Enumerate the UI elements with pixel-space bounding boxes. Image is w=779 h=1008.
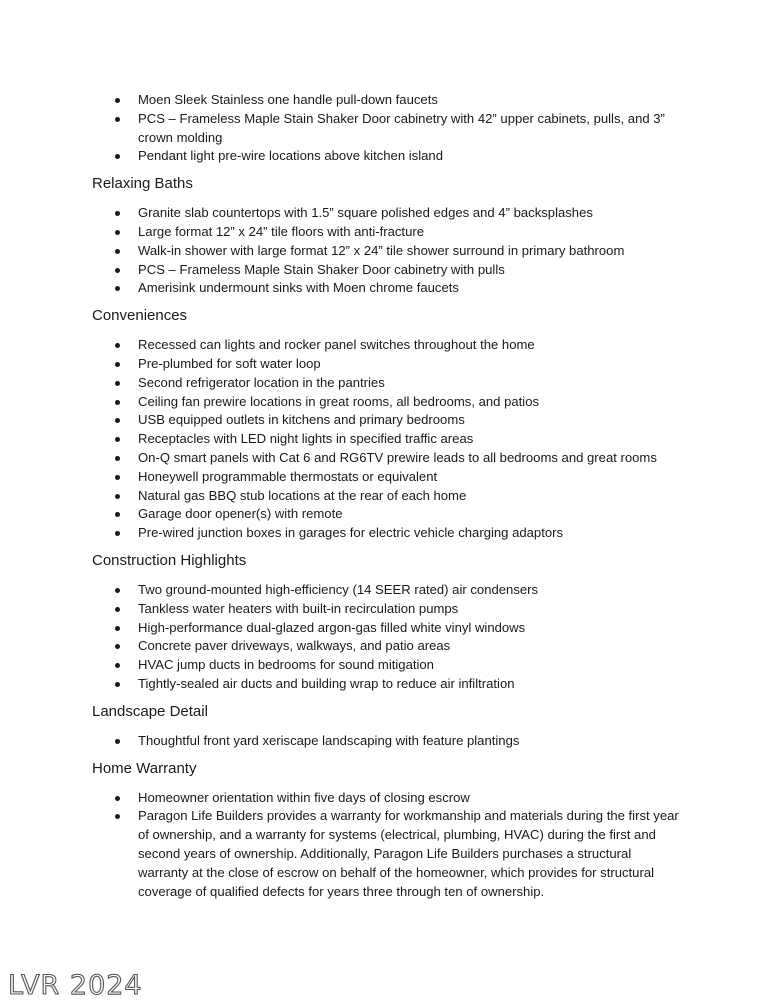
list-item: Pre-wired junction boxes in garages for electric vehicle charging adaptors — [0, 524, 779, 543]
list-item: Amerisink undermount sinks with Moen chrome faucets — [0, 279, 779, 298]
list-item: Paragon Life Builders provides a warranty for workmanship and materials during the first year of ownership, and a warranty for systems (electrical, plumbing, HVAC) during the first and second years of ownership. Additionally, Paragon Life Builders purchases a structural warranty at the close of escrow on behalf of the homeowner, which provides for structural coverage of qualified defects for years three through ten of ownership. — [0, 807, 779, 901]
watermark: LVR 2024 — [8, 970, 143, 1001]
list-item: Honeywell programmable thermostats or equivalent — [0, 468, 779, 487]
list-item: High-performance dual-glazed argon-gas filled white vinyl windows — [0, 619, 779, 638]
landscape-detail-list — [0, 732, 779, 751]
list-item: Granite slab countertops with 1.5” square polished edges and 4” backsplashes — [0, 204, 779, 223]
list-item: Tankless water heaters with built-in recirculation pumps — [0, 600, 779, 619]
relaxing-baths-list — [0, 204, 779, 298]
list-item: Moen Sleek Stainless one handle pull-down faucets — [0, 91, 779, 110]
list-item: Second refrigerator location in the pantries — [0, 374, 779, 393]
section-heading-home-warranty: Home Warranty — [92, 759, 197, 777]
document-content — [0, 91, 779, 901]
list-item: On-Q smart panels with Cat 6 and RG6TV prewire leads to all bedrooms and great rooms — [0, 449, 779, 468]
list-item: Pre-plumbed for soft water loop — [0, 355, 779, 374]
list-item: Large format 12” x 24” tile floors with anti-fracture — [0, 223, 779, 242]
list-item: Two ground-mounted high-efficiency (14 SEER rated) air condensers — [0, 581, 779, 600]
list-item: PCS – Frameless Maple Stain Shaker Door cabinetry with 42” upper cabinets, pulls, and 3” crown molding — [0, 110, 779, 148]
list-item: Thoughtful front yard xeriscape landscaping with feature plantings — [0, 732, 779, 751]
conveniences-list — [0, 336, 779, 543]
list-item: Concrete paver driveways, walkways, and patio areas — [0, 637, 779, 656]
list-item: Homeowner orientation within five days of closing escrow — [0, 789, 779, 808]
list-item: USB equipped outlets in kitchens and primary bedrooms — [0, 411, 779, 430]
list-item: Receptacles with LED night lights in specified traffic areas — [0, 430, 779, 449]
kitchen-list — [0, 91, 779, 166]
home-warranty-list — [0, 789, 779, 902]
list-item: PCS – Frameless Maple Stain Shaker Door cabinetry with pulls — [0, 261, 779, 280]
list-item: HVAC jump ducts in bedrooms for sound mitigation — [0, 656, 779, 675]
section-heading-construction-highlights: Construction Highlights — [92, 551, 247, 569]
list-item: Ceiling fan prewire locations in great rooms, all bedrooms, and patios — [0, 393, 779, 412]
construction-highlights-list — [0, 581, 779, 694]
list-item: Walk-in shower with large format 12” x 24” tile shower surround in primary bathroom — [0, 242, 779, 261]
list-item: Garage door opener(s) with remote — [0, 505, 779, 524]
section-heading-conveniences: Conveniences — [92, 307, 188, 325]
list-item: Recessed can lights and rocker panel switches throughout the home — [0, 336, 779, 355]
list-item: Tightly-sealed air ducts and building wrap to reduce air infiltration — [0, 675, 779, 694]
list-item: Natural gas BBQ stub locations at the rear of each home — [0, 487, 779, 506]
section-heading-landscape-detail: Landscape Detail — [92, 702, 208, 720]
section-heading-relaxing-baths: Relaxing Baths — [92, 175, 193, 193]
list-item: Pendant light pre-wire locations above kitchen island — [0, 147, 779, 166]
